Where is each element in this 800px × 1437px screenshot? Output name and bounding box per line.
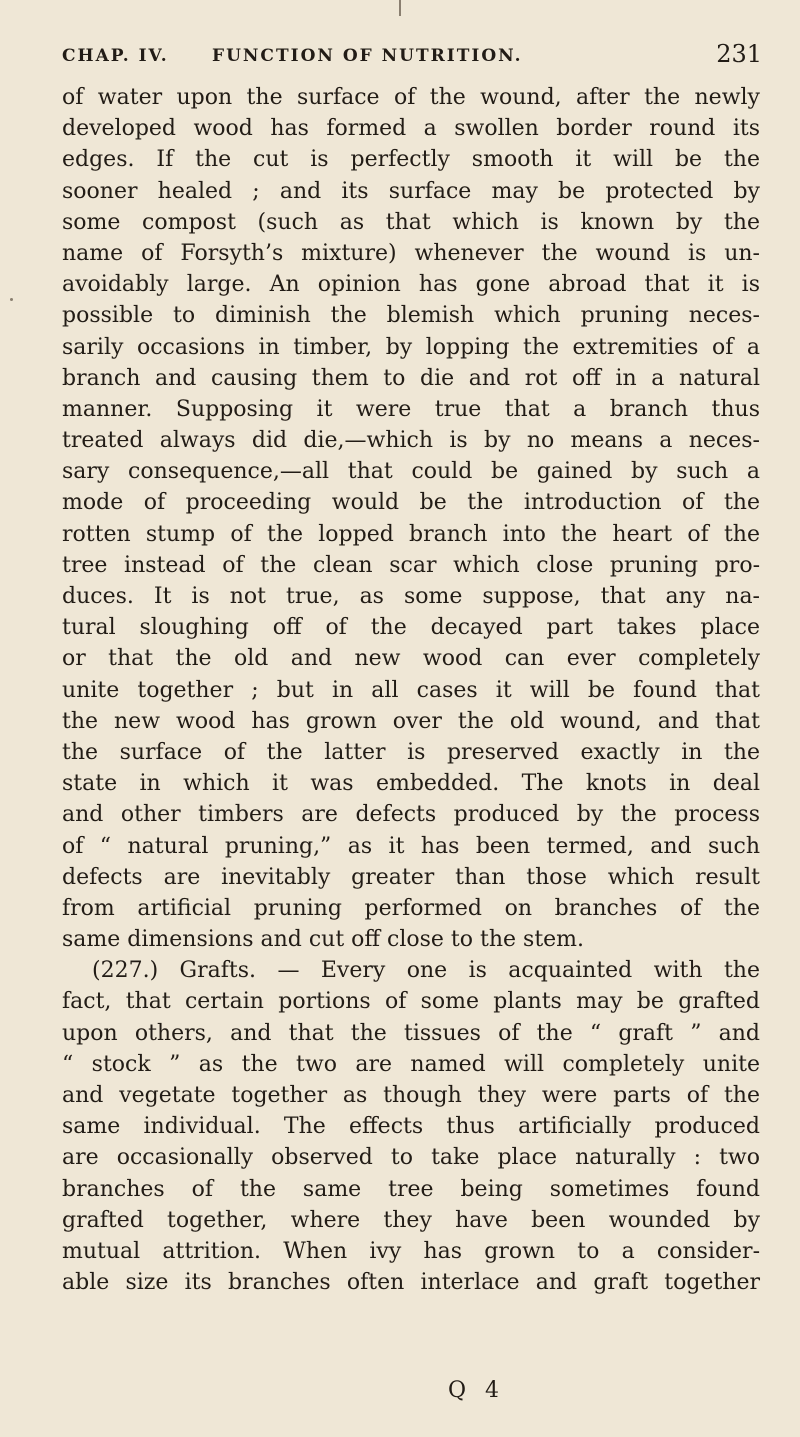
text-line: and vegetate together as though they were parts of the [62,1083,760,1108]
text-line: able size its branches often interlace and graft together [62,1270,760,1296]
text-line: mutual attrition. When ivy has grown to a consider- [62,1238,760,1264]
page-number: 231 [716,40,762,68]
chapter-label: CHAP. IV. [62,46,169,66]
text-line: mode of proceeding would be the introduction of the [62,490,760,516]
section-heading-line: (227.) Grafts. — Every one is acquainted with the [92,958,760,984]
chapter-title: FUNCTION OF NUTRITION. [212,46,523,66]
text-line: of “ natural pruning,” as it has been termed, and such [62,833,760,859]
text-line: from artificial pruning performed on branches of the [62,895,760,921]
body-text [62,82,760,1298]
text-line: “ stock ” as the two are named will completely unite [62,1051,760,1077]
print-speck-left [10,298,13,301]
text-line: upon others, and that the tissues of the “ graft ” and [62,1020,760,1046]
text-line: branches of the same tree being sometimes found [62,1176,760,1202]
signature-mark: Q 4 [448,1378,506,1403]
text-line: avoidably large. An opinion has gone abroad that it is [62,272,760,298]
text-line: sary consequence,—all that could be gained by such a [62,459,760,485]
text-line: name of Forsyth’s mixture) whenever the wound is un- [62,240,760,266]
text-line: are occasionally observed to take place naturally : two [62,1145,760,1171]
text-line: the surface of the latter is preserved exactly in the [62,739,760,765]
text-line: state in which it was embedded. The knots in deal [62,771,760,797]
text-line: the new wood has grown over the old wound, and that [62,708,760,734]
text-line: of water upon the surface of the wound, after the newly [62,85,760,110]
text-line: same individual. The effects thus artificially produced [62,1114,760,1140]
text-line: sooner healed ; and its surface may be protected by [62,178,760,204]
text-line: unite together ; but in all cases it will be found that [62,677,760,703]
text-line: treated always did die,—which is by no means a neces- [62,428,760,454]
print-speck-top [399,0,401,16]
text-line: grafted together, where they have been wounded by [62,1207,760,1233]
text-line: or that the old and new wood can ever completely [62,646,760,672]
text-line: duces. It is not true, as some suppose, that any na- [62,584,760,609]
paragraph-end-line: same dimensions and cut off close to the stem. [62,927,585,953]
text-line: possible to diminish the blemish which pruning neces- [62,303,760,329]
text-line: fact, that certain portions of some plants may be grafted [62,989,760,1015]
text-line: sarily occasions in timber, by lopping the extremities of a [62,334,760,360]
text-line: defects are inevitably greater than those which result [62,864,760,890]
text-line: and other timbers are defects produced by the process [62,802,760,828]
text-line: rotten stump of the lopped branch into the heart of the [62,521,760,547]
text-line: developed wood has formed a swollen border round its [62,116,760,142]
text-line: branch and causing them to die and rot off in a natural [62,365,760,391]
text-line: tree instead of the clean scar which close pruning pro- [62,552,760,578]
text-line: manner. Supposing it were true that a branch thus [62,396,760,422]
running-header [62,40,762,72]
text-line: some compost (such as that which is known by the [62,209,760,235]
text-line: tural sloughing off of the decayed part takes place [62,615,760,641]
text-line: edges. If the cut is perfectly smooth it will be the [62,147,760,173]
